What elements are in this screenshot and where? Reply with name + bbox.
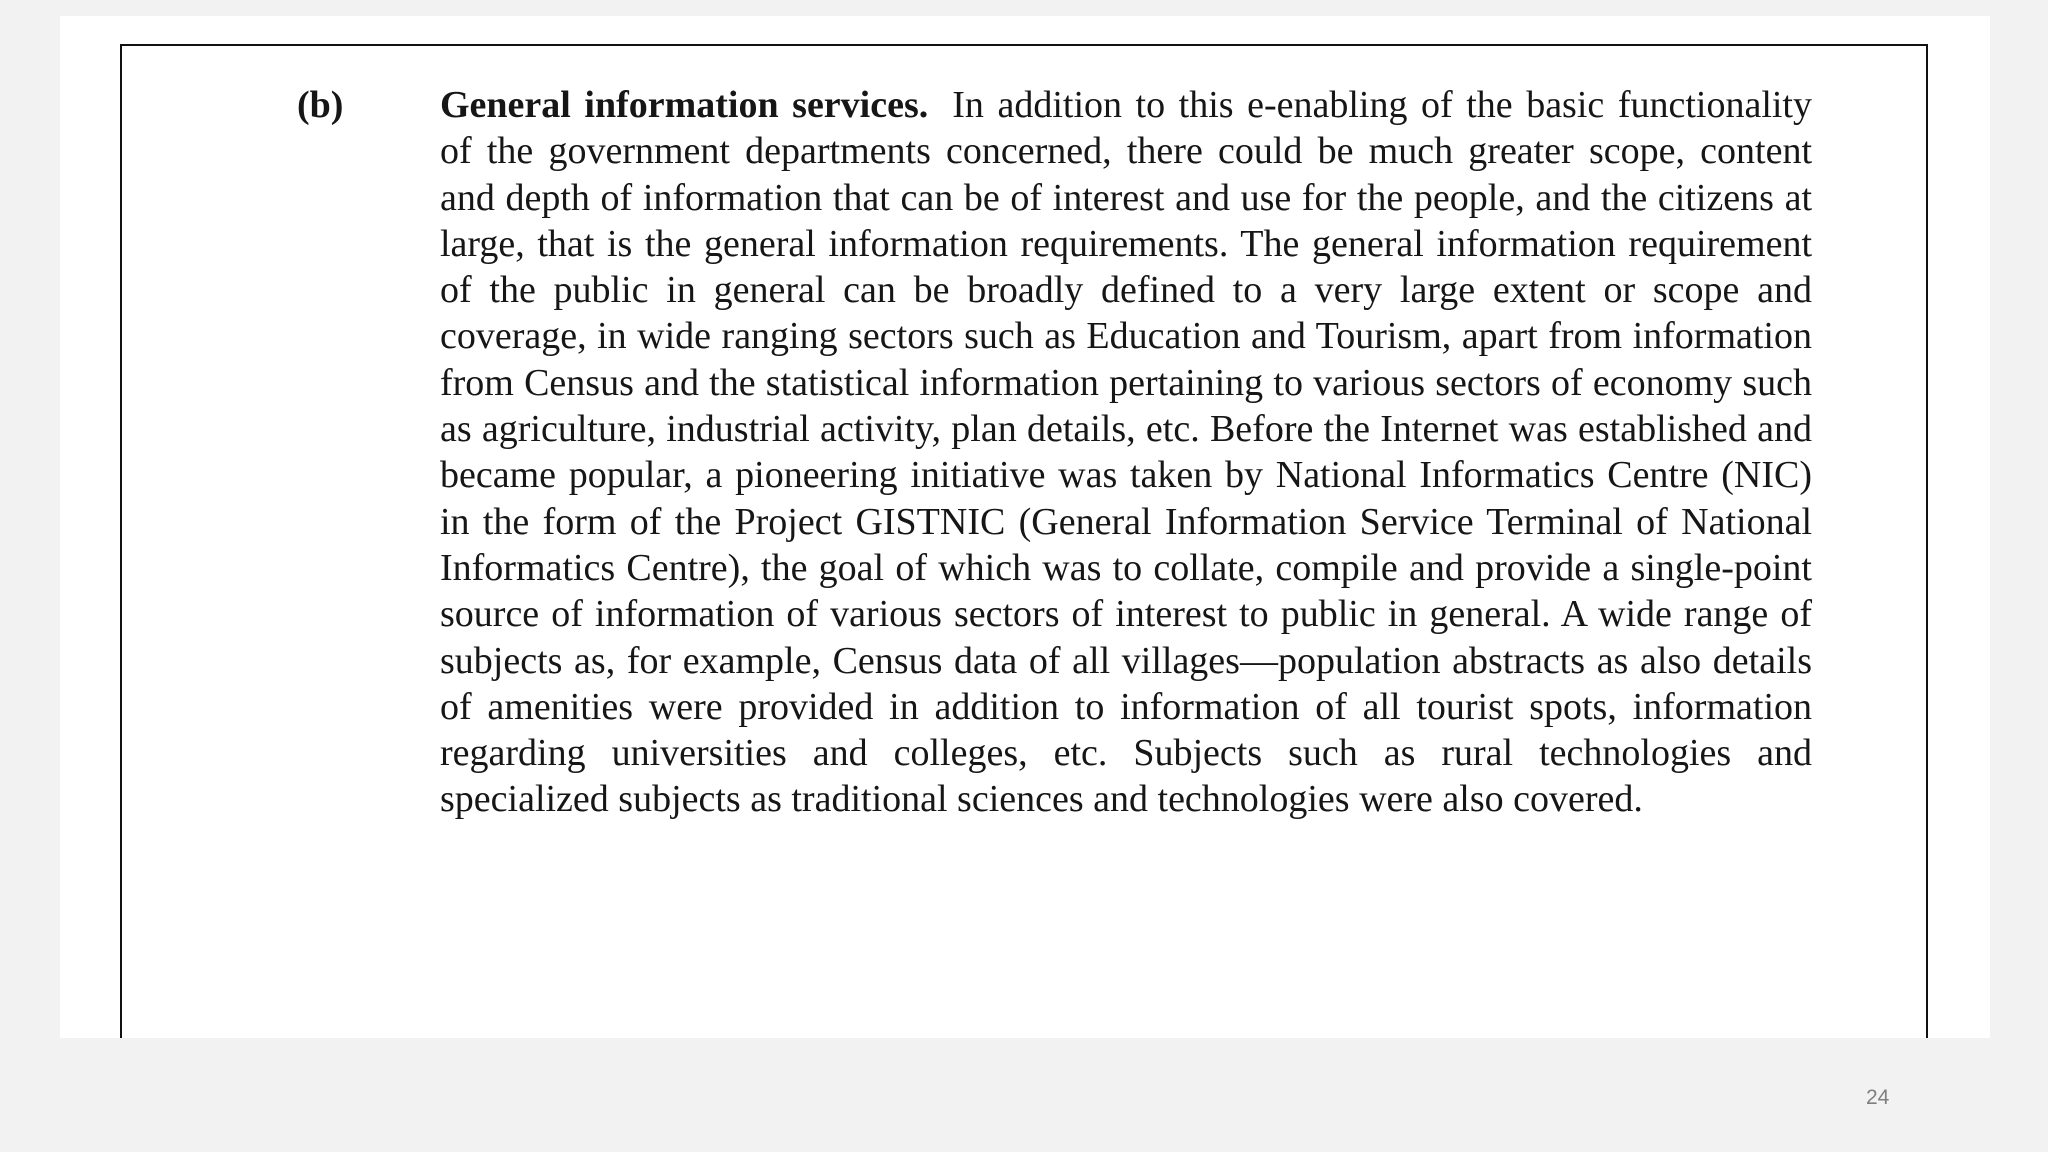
paragraph-heading: General information services. [440, 84, 929, 126]
document-paragraph [440, 82, 1812, 823]
scanned-document-image [60, 16, 1990, 1038]
paragraph-body: In addition to this e-enabling of the basic functionality of the government departments concerned, there could be much greater scope, content and depth of information that can be of interest and use for the people, and the citizens at large, that is the general information requirements. The general information requirement of the public in general can be broadly defined to a very large extent or scope and coverage, in wide ranging sectors such as Education and Tourism, apart from information from Census and the statistical information pertaining to various sectors of economy such as agriculture, industrial activity, plan details, etc. Before the Internet was established and became popular, a pioneering initiative was taken by National Informatics Centre (NIC) in the form of the Project GISTNIC (General Information Service Terminal of National Informatics Centre), the goal of which was to collate, compile and provide a single-point source of information of various sectors of interest to public in general. A wide range of subjects as, for example, Census data of all villages—population abstracts as also details of amenities were provided in addition to information of all tourist spots, information regarding universities and colleges, etc. Subjects such as rural technologies and specialized subjects as traditional sciences and technologies were also covered. [440, 84, 1812, 821]
slide-page-number: 24 [1866, 1086, 1890, 1109]
item-marker: (b) [297, 84, 344, 126]
document-border-box [120, 44, 1928, 1038]
